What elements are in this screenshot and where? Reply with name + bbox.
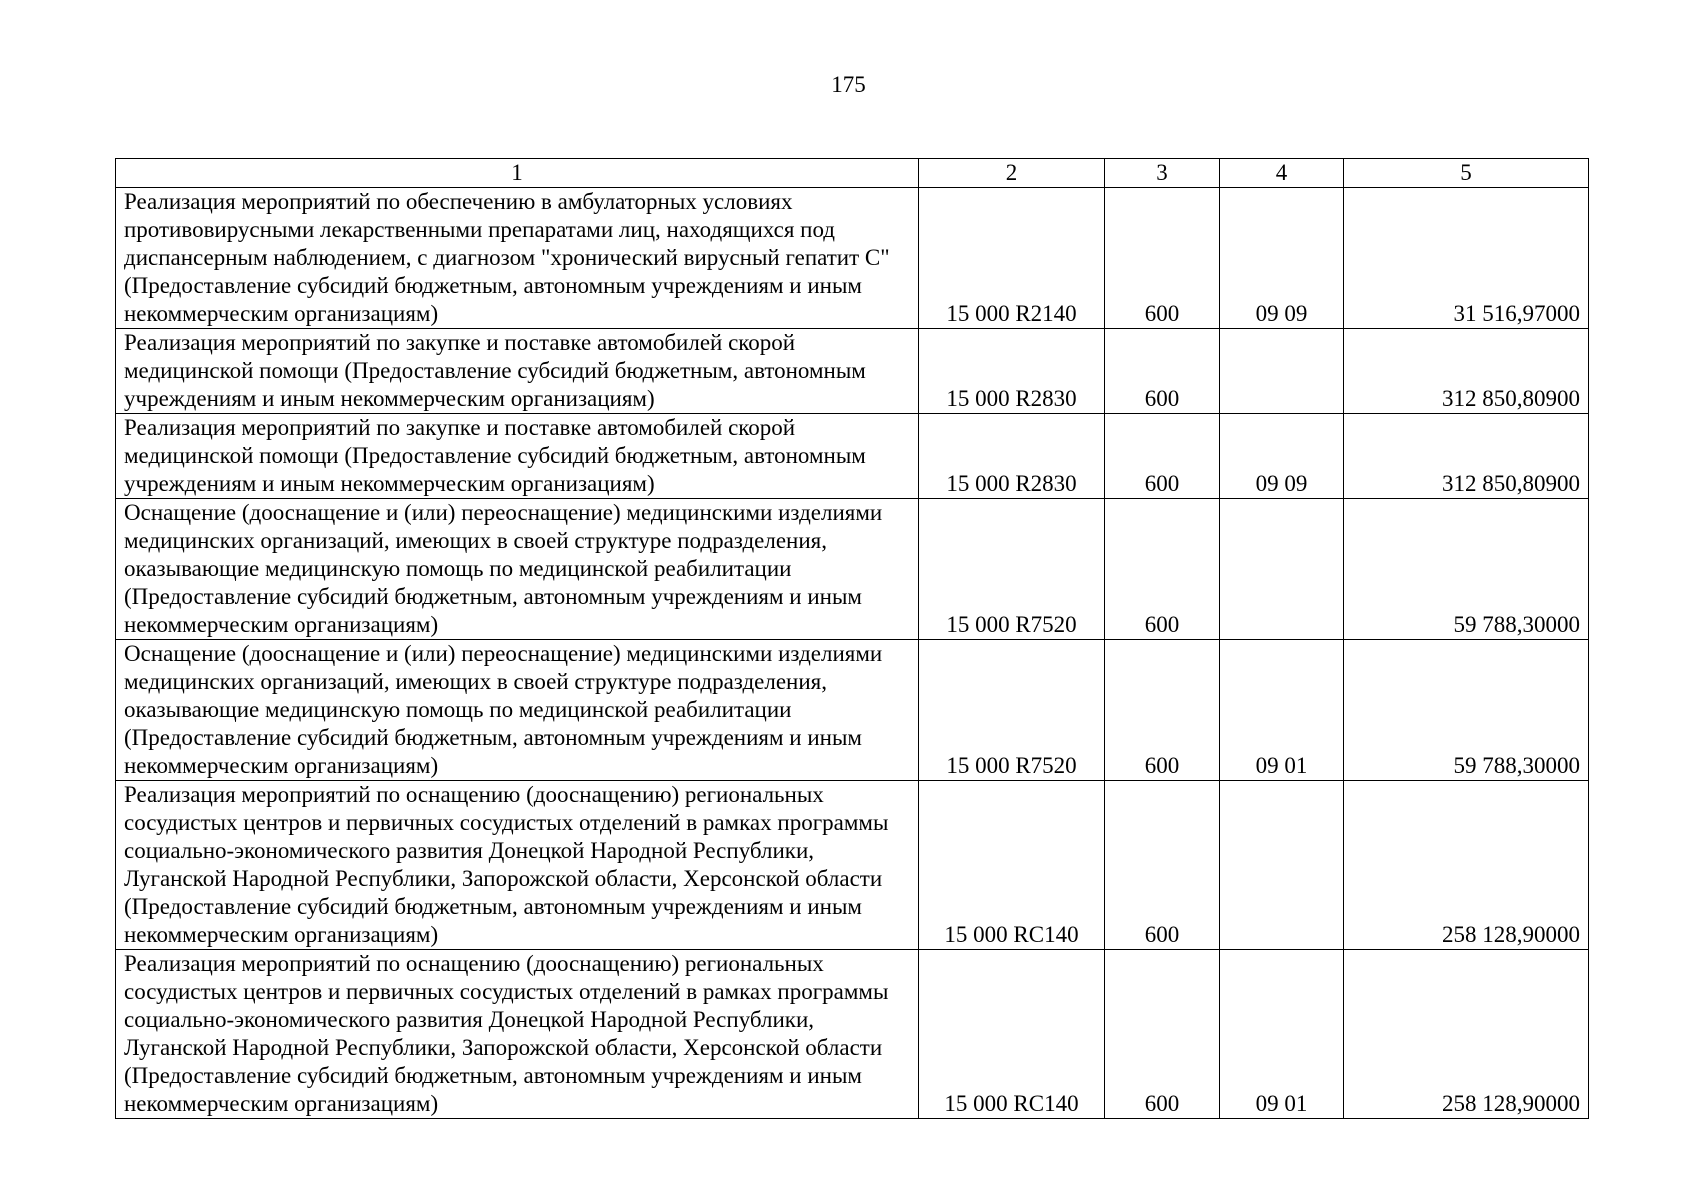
- row-target-article: 15 000 R7520: [919, 499, 1105, 640]
- row-section-code: 09 09: [1220, 414, 1344, 499]
- row-section-code: [1220, 499, 1344, 640]
- table-row: [116, 950, 1589, 1119]
- row-description: Реализация мероприятий по закупке и поставке автомобилей скорой медицинской помощи (Предоставление субсидий бюджетным, автономным учреждениям и иным некоммерческим организациям): [116, 414, 919, 499]
- row-section-code: [1220, 781, 1344, 950]
- row-amount: 59 788,30000: [1344, 499, 1589, 640]
- row-expense-type: 600: [1105, 640, 1220, 781]
- row-description: Реализация мероприятий по оснащению (дооснащению) региональных сосудистых центров и первичных сосудистых отделений в рамках программы социально-экономического развития Донецкой Народной Республики, Луганской Народной Республики, Запорожской области, Херсонской области (Предоставление субсидий бюджетным, автономным учреждениям и иным некоммерческим организациям): [116, 950, 919, 1119]
- row-expense-type: 600: [1105, 329, 1220, 414]
- table-row: [116, 414, 1589, 499]
- table-row: [116, 329, 1589, 414]
- table-body: [116, 188, 1589, 1119]
- table-row: [116, 781, 1589, 950]
- row-target-article: 15 000 RС140: [919, 781, 1105, 950]
- header-col-5: 5: [1344, 159, 1589, 188]
- header-col-4: 4: [1220, 159, 1344, 188]
- row-description: Реализация мероприятий по оснащению (дооснащению) региональных сосудистых центров и первичных сосудистых отделений в рамках программы социально-экономического развития Донецкой Народной Республики, Луганской Народной Республики, Запорожской области, Херсонской области (Предоставление субсидий бюджетным, автономным учреждениям и иным некоммерческим организациям): [116, 781, 919, 950]
- budget-table: [115, 158, 1589, 1119]
- header-row: [116, 159, 1589, 188]
- row-description: Оснащение (дооснащение и (или) переоснащение) медицинскими изделиями медицинских организаций, имеющих в своей структуре подразделения, оказывающие медицинскую помощь по медицинской реабилитации (Предоставление субсидий бюджетным, автономным учреждениям и иным некоммерческим организациям): [116, 499, 919, 640]
- row-target-article: 15 000 RС140: [919, 950, 1105, 1119]
- row-amount: 258 128,90000: [1344, 781, 1589, 950]
- row-amount: 312 850,80900: [1344, 329, 1589, 414]
- table-row: [116, 499, 1589, 640]
- table-header: [116, 159, 1589, 188]
- header-col-1: 1: [116, 159, 919, 188]
- row-expense-type: 600: [1105, 781, 1220, 950]
- row-target-article: 15 000 R2830: [919, 329, 1105, 414]
- header-col-2: 2: [919, 159, 1105, 188]
- row-amount: 31 516,97000: [1344, 188, 1589, 329]
- row-section-code: 09 01: [1220, 640, 1344, 781]
- table-row: [116, 188, 1589, 329]
- row-description: Реализация мероприятий по обеспечению в амбулаторных условиях противовирусными лекарственными препаратами лиц, находящихся под диспансерным наблюдением, с диагнозом "хронический вирусный гепатит С" (Предоставление субсидий бюджетным, автономным учреждениям и иным некоммерческим организациям): [116, 188, 919, 329]
- header-col-3: 3: [1105, 159, 1220, 188]
- row-expense-type: 600: [1105, 188, 1220, 329]
- row-section-code: 09 09: [1220, 188, 1344, 329]
- row-section-code: 09 01: [1220, 950, 1344, 1119]
- row-description: Реализация мероприятий по закупке и поставке автомобилей скорой медицинской помощи (Предоставление субсидий бюджетным, автономным учреждениям и иным некоммерческим организациям): [116, 329, 919, 414]
- row-description: Оснащение (дооснащение и (или) переоснащение) медицинскими изделиями медицинских организаций, имеющих в своей структуре подразделения, оказывающие медицинскую помощь по медицинской реабилитации (Предоставление субсидий бюджетным, автономным учреждениям и иным некоммерческим организациям): [116, 640, 919, 781]
- row-expense-type: 600: [1105, 414, 1220, 499]
- page-number: 175: [831, 72, 866, 97]
- row-amount: 312 850,80900: [1344, 414, 1589, 499]
- row-amount: 59 788,30000: [1344, 640, 1589, 781]
- row-target-article: 15 000 R2140: [919, 188, 1105, 329]
- row-expense-type: 600: [1105, 950, 1220, 1119]
- row-amount: 258 128,90000: [1344, 950, 1589, 1119]
- row-target-article: 15 000 R2830: [919, 414, 1105, 499]
- row-section-code: [1220, 329, 1344, 414]
- table-row: [116, 640, 1589, 781]
- row-expense-type: 600: [1105, 499, 1220, 640]
- row-target-article: 15 000 R7520: [919, 640, 1105, 781]
